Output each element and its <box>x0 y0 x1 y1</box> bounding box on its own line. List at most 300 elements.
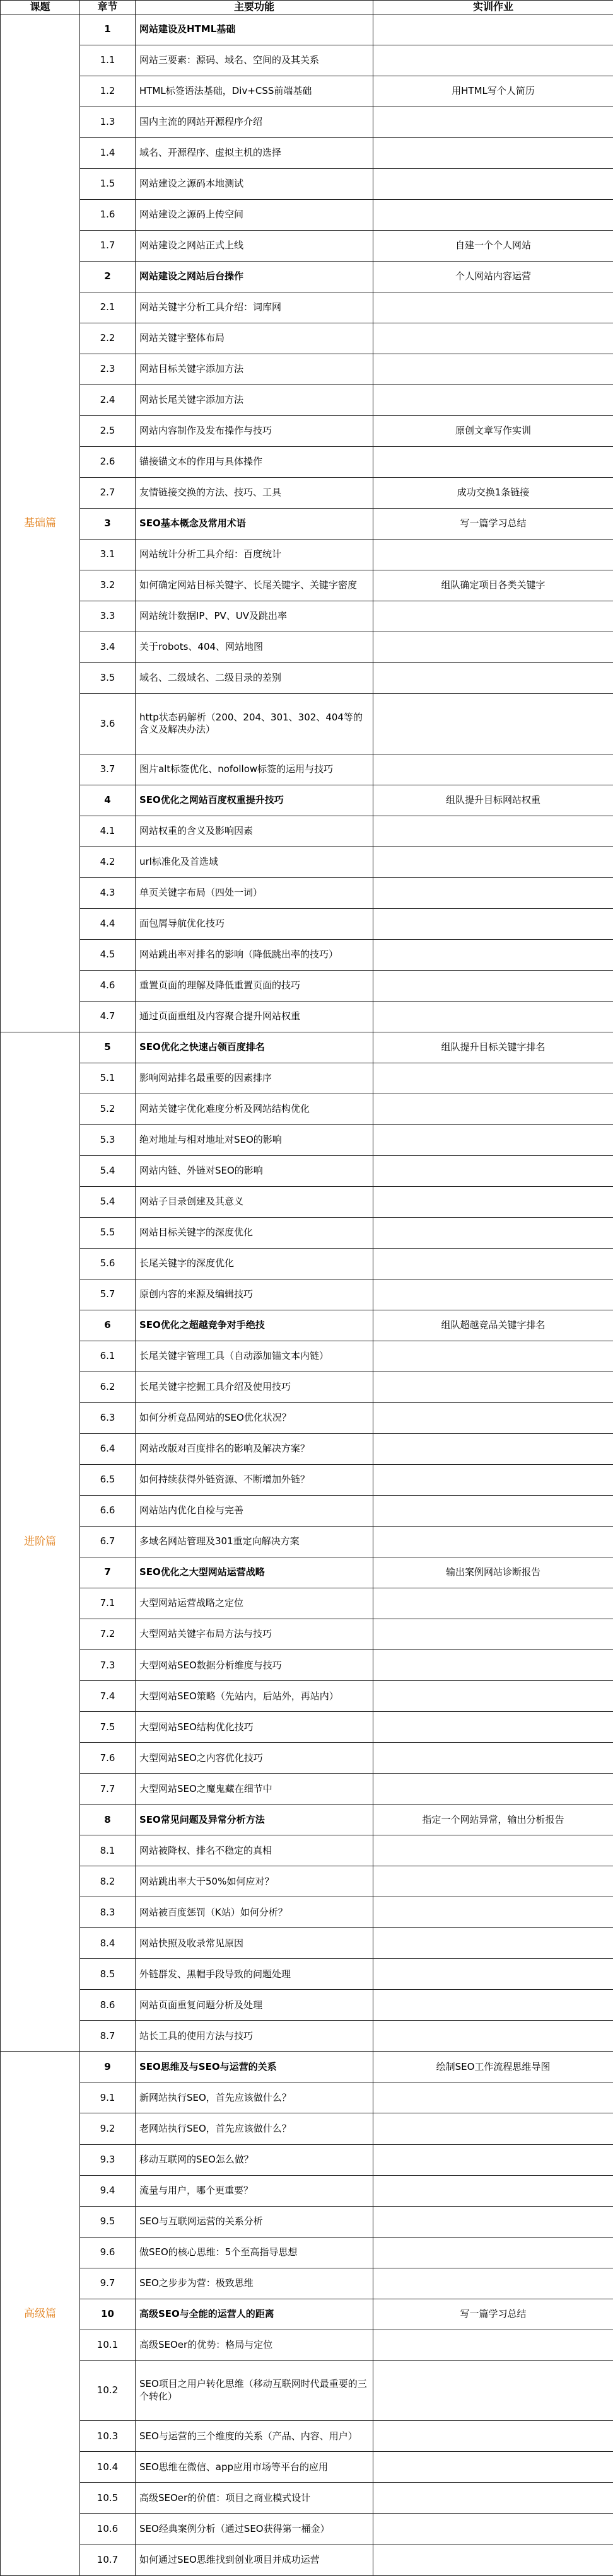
table-row <box>1 846 613 877</box>
practice-cell: 个人网站内容运营 <box>373 261 613 292</box>
chapter-cell: 7.4 <box>80 1681 136 1712</box>
chapter-cell: 7.6 <box>80 1743 136 1774</box>
table-row <box>1 137 613 168</box>
content-cell: 网站建设及HTML基础 <box>136 14 373 45</box>
practice-cell <box>373 846 613 877</box>
content-cell: 大型网站SEO数据分析维度与技巧 <box>136 1650 373 1681</box>
content-cell: 图片alt标签优化、nofollow标签的运用与技巧 <box>136 754 373 785</box>
content-cell: 网站建设之源码上传空间 <box>136 199 373 230</box>
content-cell: 网站页面重复问题分析及处理 <box>136 1990 373 2021</box>
practice-cell <box>373 107 613 137</box>
content-cell: 如何持续获得外链资源、不断增加外链？ <box>136 1465 373 1496</box>
content-cell: 重置页面的理解及降低重置页面的技巧 <box>136 970 373 1001</box>
practice-cell: 组队确定项目各类关键字 <box>373 570 613 601</box>
chapter-cell: 2 <box>80 261 136 292</box>
content-cell: 单页关键字布局（四处一词） <box>136 877 373 908</box>
practice-cell <box>373 1187 613 1218</box>
chapter-cell: 8.6 <box>80 1990 136 2021</box>
table-row <box>1 2268 613 2299</box>
practice-cell <box>373 2452 613 2483</box>
table-row <box>1 540 613 570</box>
practice-cell <box>373 323 613 354</box>
practice-cell <box>373 1650 613 1681</box>
practice-cell <box>373 2514 613 2544</box>
practice-cell <box>373 1218 613 1249</box>
chapter-cell: 4 <box>80 785 136 816</box>
table-row <box>1 2544 613 2576</box>
chapter-cell: 9.1 <box>80 2082 136 2113</box>
content-cell: 移动互联网的SEO怎么做？ <box>136 2144 373 2175</box>
practice-cell <box>373 1434 613 1465</box>
practice-cell <box>373 1681 613 1712</box>
chapter-cell: 1.4 <box>80 137 136 168</box>
content-cell: 友情链接交换的方法、技巧、工具 <box>136 478 373 509</box>
content-cell: 网站建设之源码本地测试 <box>136 168 373 199</box>
table-row <box>1 694 613 754</box>
practice-cell <box>373 1001 613 1032</box>
table-row <box>1 1588 613 1619</box>
content-cell: 网站改版对百度排名的影响及解决方案？ <box>136 1434 373 1465</box>
chapter-cell: 1.6 <box>80 199 136 230</box>
content-cell: 大型网站SEO之内容优化技巧 <box>136 1743 373 1774</box>
practice-cell <box>373 1279 613 1310</box>
course-label: 进阶篇 <box>1 1032 80 2052</box>
content-cell: url标准化及首选域 <box>136 846 373 877</box>
practice-cell <box>373 1959 613 1990</box>
section-row <box>1 1557 613 1588</box>
practice-cell <box>373 1588 613 1619</box>
content-cell: 网站建设之网站正式上线 <box>136 230 373 261</box>
chapter-cell: 10 <box>80 2299 136 2330</box>
practice-cell <box>373 1527 613 1557</box>
content-cell: 大型网站SEO策略（先站内，后站外，再站内） <box>136 1681 373 1712</box>
content-cell: 网站内链、外链对SEO的影响 <box>136 1156 373 1187</box>
chapter-cell: 7 <box>80 1557 136 1588</box>
content-cell: 网站目标关键字的深度优化 <box>136 1218 373 1249</box>
practice-cell: 绘制SEO工作流程思维导图 <box>373 2052 613 2082</box>
header-course: 课题 <box>1 1 80 14</box>
content-cell: 关于robots、404、网站地图 <box>136 632 373 663</box>
table-row <box>1 1372 613 1403</box>
section-row <box>1 1805 613 1835</box>
chapter-cell: 7.5 <box>80 1712 136 1743</box>
chapter-cell: 1.5 <box>80 168 136 199</box>
practice-cell: 写一篇学习总结 <box>373 509 613 540</box>
section-row <box>1 509 613 540</box>
chapter-cell: 6.6 <box>80 1496 136 1527</box>
practice-cell <box>373 1156 613 1187</box>
practice-cell: 成功交换1条链接 <box>373 478 613 509</box>
practice-cell <box>373 1094 613 1124</box>
practice-cell <box>373 1835 613 1866</box>
content-cell: 高级SEO与全能的运营人的距离 <box>136 2299 373 2330</box>
table-row <box>1 1094 613 1124</box>
table-row <box>1 1866 613 1897</box>
chapter-cell: 4.4 <box>80 908 136 939</box>
chapter-cell: 2.4 <box>80 384 136 415</box>
chapter-cell: 5.3 <box>80 1124 136 1155</box>
header-chapter: 章节 <box>80 1 136 14</box>
table-row <box>1 1156 613 1187</box>
chapter-cell: 2.3 <box>80 354 136 384</box>
content-cell: 网站长尾关键字添加方法 <box>136 384 373 415</box>
chapter-cell: 10.5 <box>80 2483 136 2514</box>
content-cell: 网站统计分析工具介绍：百度统计 <box>136 540 373 570</box>
chapter-cell: 10.7 <box>80 2544 136 2576</box>
content-cell: SEO思维及与SEO与运营的关系 <box>136 2052 373 2082</box>
content-cell: 网站被降权、排名不稳定的真相 <box>136 1835 373 1866</box>
table-row <box>1 1527 613 1557</box>
content-cell: 网站内容制作及发布操作与技巧 <box>136 416 373 447</box>
practice-cell <box>373 1403 613 1434</box>
chapter-cell: 4.2 <box>80 846 136 877</box>
section-row <box>1 1032 613 1063</box>
practice-cell <box>373 816 613 846</box>
chapter-cell: 9.6 <box>80 2237 136 2268</box>
chapter-cell: 10.2 <box>80 2360 136 2421</box>
practice-cell: 自建一个个人网站 <box>373 230 613 261</box>
chapter-cell: 7.1 <box>80 1588 136 1619</box>
content-cell: 新网站执行SEO，首先应该做什么？ <box>136 2082 373 2113</box>
content-cell: 站长工具的使用方法与技巧 <box>136 2021 373 2052</box>
practice-cell <box>373 939 613 970</box>
table-row <box>1 1897 613 1928</box>
chapter-cell: 8.2 <box>80 1866 136 1897</box>
practice-cell <box>373 2360 613 2421</box>
chapter-cell: 6.2 <box>80 1372 136 1403</box>
practice-cell <box>373 292 613 323</box>
header-content: 主要功能 <box>136 1 373 14</box>
content-cell: SEO优化之大型网站运营战略 <box>136 1557 373 1588</box>
table-row <box>1 1063 613 1094</box>
chapter-cell: 5.5 <box>80 1218 136 1249</box>
table-row <box>1 1001 613 1032</box>
practice-cell <box>373 354 613 384</box>
chapter-cell: 3.4 <box>80 632 136 663</box>
content-cell: SEO优化之快速占领百度排名 <box>136 1032 373 1063</box>
table-row <box>1 292 613 323</box>
chapter-cell: 4.3 <box>80 877 136 908</box>
content-cell: 流量与用户，哪个更重要？ <box>136 2175 373 2206</box>
chapter-cell: 4.5 <box>80 939 136 970</box>
content-cell: SEO优化之网站百度权重提升技巧 <box>136 785 373 816</box>
content-cell: 影响网站排名最重要的因素排序 <box>136 1063 373 1094</box>
content-cell: 外链群发、黑帽手段导致的问题处理 <box>136 1959 373 1990</box>
practice-cell <box>373 2330 613 2360</box>
table-row <box>1 970 613 1001</box>
content-cell: 网站子目录创建及其意义 <box>136 1187 373 1218</box>
chapter-cell: 8.4 <box>80 1928 136 1959</box>
practice-cell <box>373 2175 613 2206</box>
section-row <box>1 261 613 292</box>
table-row <box>1 2113 613 2144</box>
practice-cell <box>373 1496 613 1527</box>
practice-cell <box>373 199 613 230</box>
practice-cell <box>373 1897 613 1928</box>
content-cell: SEO优化之超越竞争对手绝技 <box>136 1310 373 1341</box>
chapter-cell: 7.7 <box>80 1774 136 1805</box>
table-row <box>1 908 613 939</box>
table-row <box>1 1619 613 1650</box>
course-label: 高级篇 <box>1 2052 80 2576</box>
chapter-cell: 3.2 <box>80 570 136 601</box>
section-row <box>1 1310 613 1341</box>
table-row <box>1 2082 613 2113</box>
content-cell: 网站建设之网站后台操作 <box>136 261 373 292</box>
table-row <box>1 76 613 107</box>
table-row <box>1 2144 613 2175</box>
content-cell: 多域名网站管理及301重定向解决方案 <box>136 1527 373 1557</box>
practice-cell <box>373 2021 613 2052</box>
content-cell: 网站目标关键字添加方法 <box>136 354 373 384</box>
chapter-cell: 8 <box>80 1805 136 1835</box>
content-cell: 长尾关键字管理工具（自动添加锚文本内链） <box>136 1341 373 1372</box>
chapter-cell: 1.3 <box>80 107 136 137</box>
chapter-cell: 9.3 <box>80 2144 136 2175</box>
table-row <box>1 939 613 970</box>
content-cell: 网站关键字优化难度分析及网站结构优化 <box>136 1094 373 1124</box>
chapter-cell: 3 <box>80 509 136 540</box>
content-cell: SEO基本概念及常用术语 <box>136 509 373 540</box>
practice-cell: 用HTML写个人简历 <box>373 76 613 107</box>
practice-cell <box>373 447 613 478</box>
content-cell: 大型网站关键字布局方法与技巧 <box>136 1619 373 1650</box>
content-cell: SEO思维在微信、app应用市场等平台的应用 <box>136 2452 373 2483</box>
content-cell: HTML标签语法基础，Div+CSS前端基础 <box>136 76 373 107</box>
header-practice: 实训作业 <box>373 1 613 14</box>
table-row <box>1 384 613 415</box>
content-cell: 大型网站运营战略之定位 <box>136 1588 373 1619</box>
table-row <box>1 1403 613 1434</box>
chapter-cell: 2.5 <box>80 416 136 447</box>
practice-cell <box>373 45 613 76</box>
table-row <box>1 1341 613 1372</box>
chapter-cell: 5.2 <box>80 1094 136 1124</box>
table-row <box>1 2452 613 2483</box>
practice-cell <box>373 601 613 632</box>
content-cell: 网站跳出率对排名的影响（降低跳出率的技巧） <box>136 939 373 970</box>
content-cell: 网站三要素：源码、域名、空间的及其关系 <box>136 45 373 76</box>
content-cell: 网站站内优化自检与完善 <box>136 1496 373 1527</box>
table-row <box>1 1928 613 1959</box>
table-row <box>1 1434 613 1465</box>
table-row <box>1 323 613 354</box>
chapter-cell: 4.1 <box>80 816 136 846</box>
content-cell: 老网站执行SEO，首先应该做什么？ <box>136 2113 373 2144</box>
practice-cell: 指定一个网站异常，输出分析报告 <box>373 1805 613 1835</box>
chapter-cell: 2.1 <box>80 292 136 323</box>
content-cell: 网站权重的含义及影响因素 <box>136 816 373 846</box>
chapter-cell: 10.6 <box>80 2514 136 2544</box>
chapter-cell: 9.7 <box>80 2268 136 2299</box>
content-cell: 通过页面重组及内容聚合提升网站权重 <box>136 1001 373 1032</box>
chapter-cell: 9.4 <box>80 2175 136 2206</box>
table-row <box>1 199 613 230</box>
practice-cell <box>373 1341 613 1372</box>
practice-cell <box>373 663 613 694</box>
practice-cell <box>373 1990 613 2021</box>
chapter-cell: 4.6 <box>80 970 136 1001</box>
practice-cell <box>373 2206 613 2237</box>
chapter-cell: 3.6 <box>80 694 136 754</box>
practice-cell <box>373 1928 613 1959</box>
table-row <box>1 2360 613 2421</box>
table-row <box>1 1835 613 1866</box>
practice-cell <box>373 168 613 199</box>
chapter-cell: 2.6 <box>80 447 136 478</box>
section-row <box>1 14 613 45</box>
practice-cell <box>373 632 613 663</box>
chapter-cell: 6.1 <box>80 1341 136 1372</box>
practice-cell <box>373 754 613 785</box>
practice-cell <box>373 540 613 570</box>
content-cell: 网站跳出率大于50%如何应对？ <box>136 1866 373 1897</box>
practice-cell <box>373 1124 613 1155</box>
section-row <box>1 2052 613 2082</box>
content-cell: 网站关键字整体布局 <box>136 323 373 354</box>
content-cell: 网站关键字分析工具介绍：词库网 <box>136 292 373 323</box>
table-row <box>1 1187 613 1218</box>
practice-cell <box>373 908 613 939</box>
practice-cell <box>373 1774 613 1805</box>
chapter-cell: 6 <box>80 1310 136 1341</box>
practice-cell <box>373 970 613 1001</box>
chapter-cell: 6.7 <box>80 1527 136 1557</box>
chapter-cell: 5 <box>80 1032 136 1063</box>
content-cell: SEO项目之用户转化思维（移动互联网时代最重要的三个转化） <box>136 2360 373 2421</box>
chapter-cell: 8.7 <box>80 2021 136 2052</box>
table-row <box>1 1465 613 1496</box>
table-row <box>1 2206 613 2237</box>
practice-cell <box>373 2144 613 2175</box>
table-row <box>1 168 613 199</box>
practice-cell <box>373 1465 613 1496</box>
chapter-cell: 2.2 <box>80 323 136 354</box>
practice-cell: 组队超越竞品关键字排名 <box>373 1310 613 1341</box>
chapter-cell: 8.3 <box>80 1897 136 1928</box>
chapter-cell: 5.4 <box>80 1156 136 1187</box>
content-cell: 做SEO的核心思维：5个至高指导思想 <box>136 2237 373 2268</box>
chapter-cell: 10.4 <box>80 2452 136 2483</box>
chapter-cell: 1.7 <box>80 230 136 261</box>
chapter-cell: 10.1 <box>80 2330 136 2360</box>
content-cell: 域名、二级域名、二级目录的差别 <box>136 663 373 694</box>
chapter-cell: 3.3 <box>80 601 136 632</box>
practice-cell <box>373 1866 613 1897</box>
practice-cell <box>373 2113 613 2144</box>
table-row <box>1 2483 613 2514</box>
section-row <box>1 2299 613 2330</box>
section-row <box>1 785 613 816</box>
chapter-cell: 6.5 <box>80 1465 136 1496</box>
chapter-cell: 6.4 <box>80 1434 136 1465</box>
practice-cell <box>373 2237 613 2268</box>
table-row <box>1 1712 613 1743</box>
content-cell: 网站被百度惩罚（K站）如何分析？ <box>136 1897 373 1928</box>
table-row <box>1 230 613 261</box>
table-row <box>1 1124 613 1155</box>
content-cell: 面包屑导航优化技巧 <box>136 908 373 939</box>
table-row <box>1 45 613 76</box>
table-row <box>1 2175 613 2206</box>
chapter-cell: 3.1 <box>80 540 136 570</box>
table-row <box>1 478 613 509</box>
table-row <box>1 447 613 478</box>
practice-cell <box>373 2483 613 2514</box>
practice-cell <box>373 2082 613 2113</box>
table-row <box>1 1774 613 1805</box>
table-row <box>1 354 613 384</box>
chapter-cell: 6.3 <box>80 1403 136 1434</box>
content-cell: 长尾关键字的深度优化 <box>136 1249 373 1279</box>
practice-cell <box>373 1619 613 1650</box>
practice-cell <box>373 2268 613 2299</box>
table-row <box>1 1279 613 1310</box>
content-cell: 高级SEOer的价值：项目之商业模式设计 <box>136 2483 373 2514</box>
content-cell: 锚接锚文本的作用与具体操作 <box>136 447 373 478</box>
content-cell: 大型网站SEO结构优化技巧 <box>136 1712 373 1743</box>
content-cell: SEO之步步为营：极致思维 <box>136 2268 373 2299</box>
chapter-cell: 4.7 <box>80 1001 136 1032</box>
practice-cell <box>373 877 613 908</box>
table-row <box>1 2514 613 2544</box>
content-cell: SEO经典案例分析（通过SEO获得第一桶金） <box>136 2514 373 2544</box>
practice-cell <box>373 14 613 45</box>
content-cell: 国内主流的网站开源程序介绍 <box>136 107 373 137</box>
chapter-cell: 5.1 <box>80 1063 136 1094</box>
practice-cell <box>373 694 613 754</box>
chapter-cell: 1.2 <box>80 76 136 107</box>
chapter-cell: 7.3 <box>80 1650 136 1681</box>
table-row <box>1 1496 613 1527</box>
practice-cell: 组队提升目标网站权重 <box>373 785 613 816</box>
table-row <box>1 2237 613 2268</box>
content-cell: http状态码解析（200、204、301、302、404等的含义及解决办法） <box>136 694 373 754</box>
table-row <box>1 1959 613 1990</box>
course-label: 基础篇 <box>1 14 80 1032</box>
practice-cell <box>373 1712 613 1743</box>
table-row <box>1 2421 613 2452</box>
practice-cell: 原创文章写作实训 <box>373 416 613 447</box>
content-cell: 长尾关键字挖掘工具介绍及使用技巧 <box>136 1372 373 1403</box>
chapter-cell: 3.7 <box>80 754 136 785</box>
practice-cell <box>373 137 613 168</box>
content-cell: 如何分析竞品网站的SEO优化状况？ <box>136 1403 373 1434</box>
practice-cell: 输出案例网站诊断报告 <box>373 1557 613 1588</box>
content-cell: 网站统计数据IP、PV、UV及跳出率 <box>136 601 373 632</box>
chapter-cell: 5.6 <box>80 1249 136 1279</box>
content-cell: SEO与互联网运营的关系分析 <box>136 2206 373 2237</box>
table-row <box>1 416 613 447</box>
practice-cell <box>373 1063 613 1094</box>
table-row <box>1 2021 613 2052</box>
practice-cell <box>373 1743 613 1774</box>
content-cell: 大型网站SEO之魔鬼藏在细节中 <box>136 1774 373 1805</box>
chapter-cell: 3.5 <box>80 663 136 694</box>
practice-cell: 写一篇学习总结 <box>373 2299 613 2330</box>
chapter-cell: 5.4 <box>80 1187 136 1218</box>
table-row <box>1 1990 613 2021</box>
table-row <box>1 754 613 785</box>
chapter-cell: 9.2 <box>80 2113 136 2144</box>
table-row <box>1 663 613 694</box>
chapter-cell: 8.1 <box>80 1835 136 1866</box>
practice-cell <box>373 1249 613 1279</box>
content-cell: 原创内容的来源及编辑技巧 <box>136 1279 373 1310</box>
table-row <box>1 601 613 632</box>
practice-cell <box>373 1372 613 1403</box>
table-row <box>1 570 613 601</box>
